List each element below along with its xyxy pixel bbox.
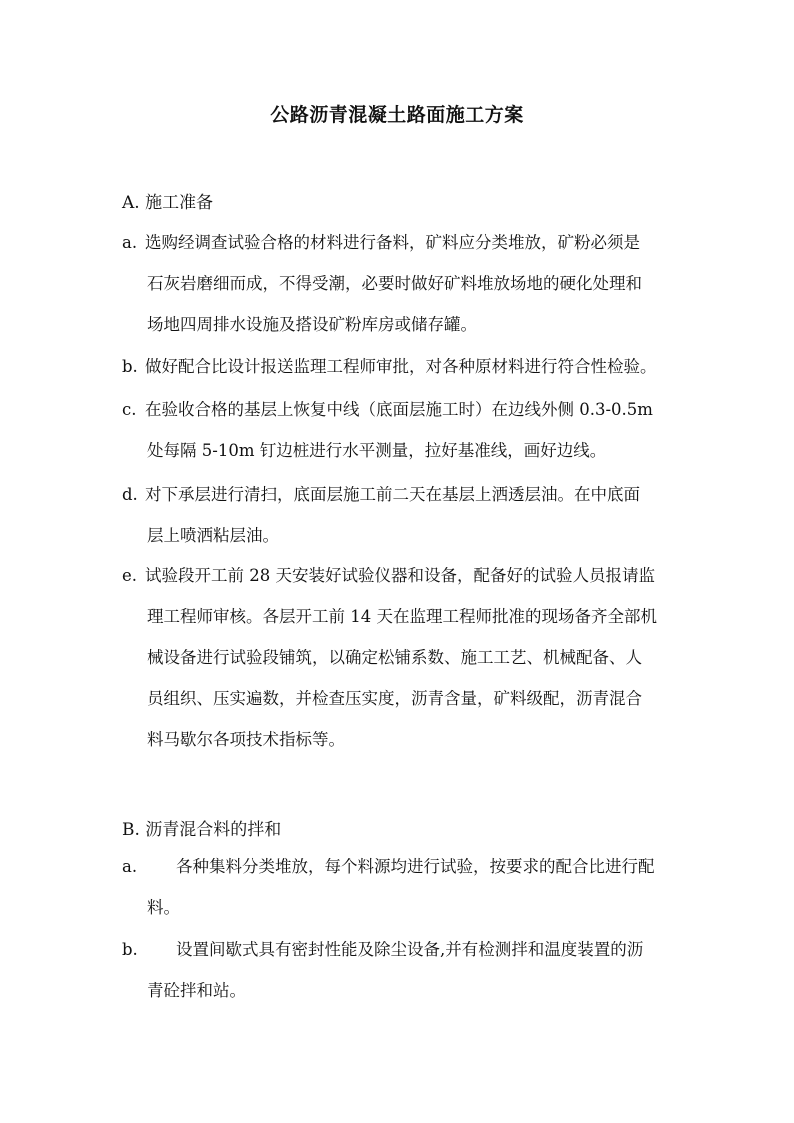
item-marker: a.	[122, 857, 138, 876]
item-body	[122, 846, 714, 928]
item-line: 在验收合格的基层上恢复中线（底面层施工时）在边线外侧 0.3-0.5m	[145, 400, 653, 419]
section-b-item-a	[122, 846, 714, 928]
section-a-item-e	[122, 555, 714, 760]
item-marker: b.	[122, 357, 138, 376]
section-a-item-a	[122, 222, 714, 345]
section-heading-a: A. 施工准备	[122, 193, 214, 213]
item-body	[122, 555, 714, 760]
item-body	[122, 346, 714, 387]
document-title: 公路沥青混凝土路面施工方案	[270, 104, 524, 126]
item-marker: a.	[122, 233, 138, 252]
section-b-item-b	[122, 929, 714, 1011]
item-line: 械设备进行试验段铺筑，以确定松铺系数、施工工艺、机械配备、人	[147, 648, 642, 667]
item-line: 理工程师审核。各层开工前 14 天在监理工程师批准的现场备齐全部机	[147, 607, 657, 626]
item-line: 做好配合比设计报送监理工程师审批，对各种原材料进行符合性检验。	[145, 357, 657, 376]
item-line: 选购经调查试验合格的材料进行备料，矿料应分类堆放，矿粉必须是	[145, 233, 640, 252]
item-body	[122, 222, 714, 345]
item-line: 石灰岩磨细而成，不得受潮，必要时做好矿料堆放场地的硬化处理和	[147, 274, 642, 293]
item-marker: b.	[122, 940, 138, 959]
section-a-item-c	[122, 389, 714, 471]
item-marker: c.	[122, 400, 137, 419]
item-line: 各种集料分类堆放，每个料源均进行试验，按要求的配合比进行配	[176, 857, 655, 876]
item-line: 场地四周排水设施及搭设矿粉库房或储存罐。	[147, 315, 477, 334]
item-body	[122, 474, 714, 556]
item-line: 对下承层进行清扫，底面层施工前二天在基层上洒透层油。在中底面	[145, 485, 640, 504]
section-a-item-b	[122, 346, 714, 387]
section-a-item-d	[122, 474, 714, 556]
item-marker: e.	[122, 566, 138, 585]
item-line: 试验段开工前 28 天安装好试验仪器和设备，配备好的试验人员报请监	[145, 566, 655, 585]
item-line: 料。	[147, 898, 180, 917]
item-line: 青砼拌和站。	[147, 981, 246, 1000]
item-marker: d.	[122, 485, 138, 504]
item-body	[122, 389, 714, 471]
item-body	[122, 929, 714, 1011]
section-heading-b: B. 沥青混合料的拌和	[122, 820, 282, 840]
item-line: 处每隔 5-10m 钉边桩进行水平测量，拉好基准线，画好边线。	[147, 441, 607, 460]
item-line: 设置间歇式具有密封性能及除尘设备,并有检测拌和温度装置的沥	[176, 940, 644, 959]
item-line: 员组织、压实遍数，并检查压实度，沥青含量，矿料级配，沥青混合	[147, 689, 642, 708]
item-line: 层上喷洒粘层油。	[147, 526, 279, 545]
item-line: 料马歇尔各项技术指标等。	[147, 730, 345, 749]
